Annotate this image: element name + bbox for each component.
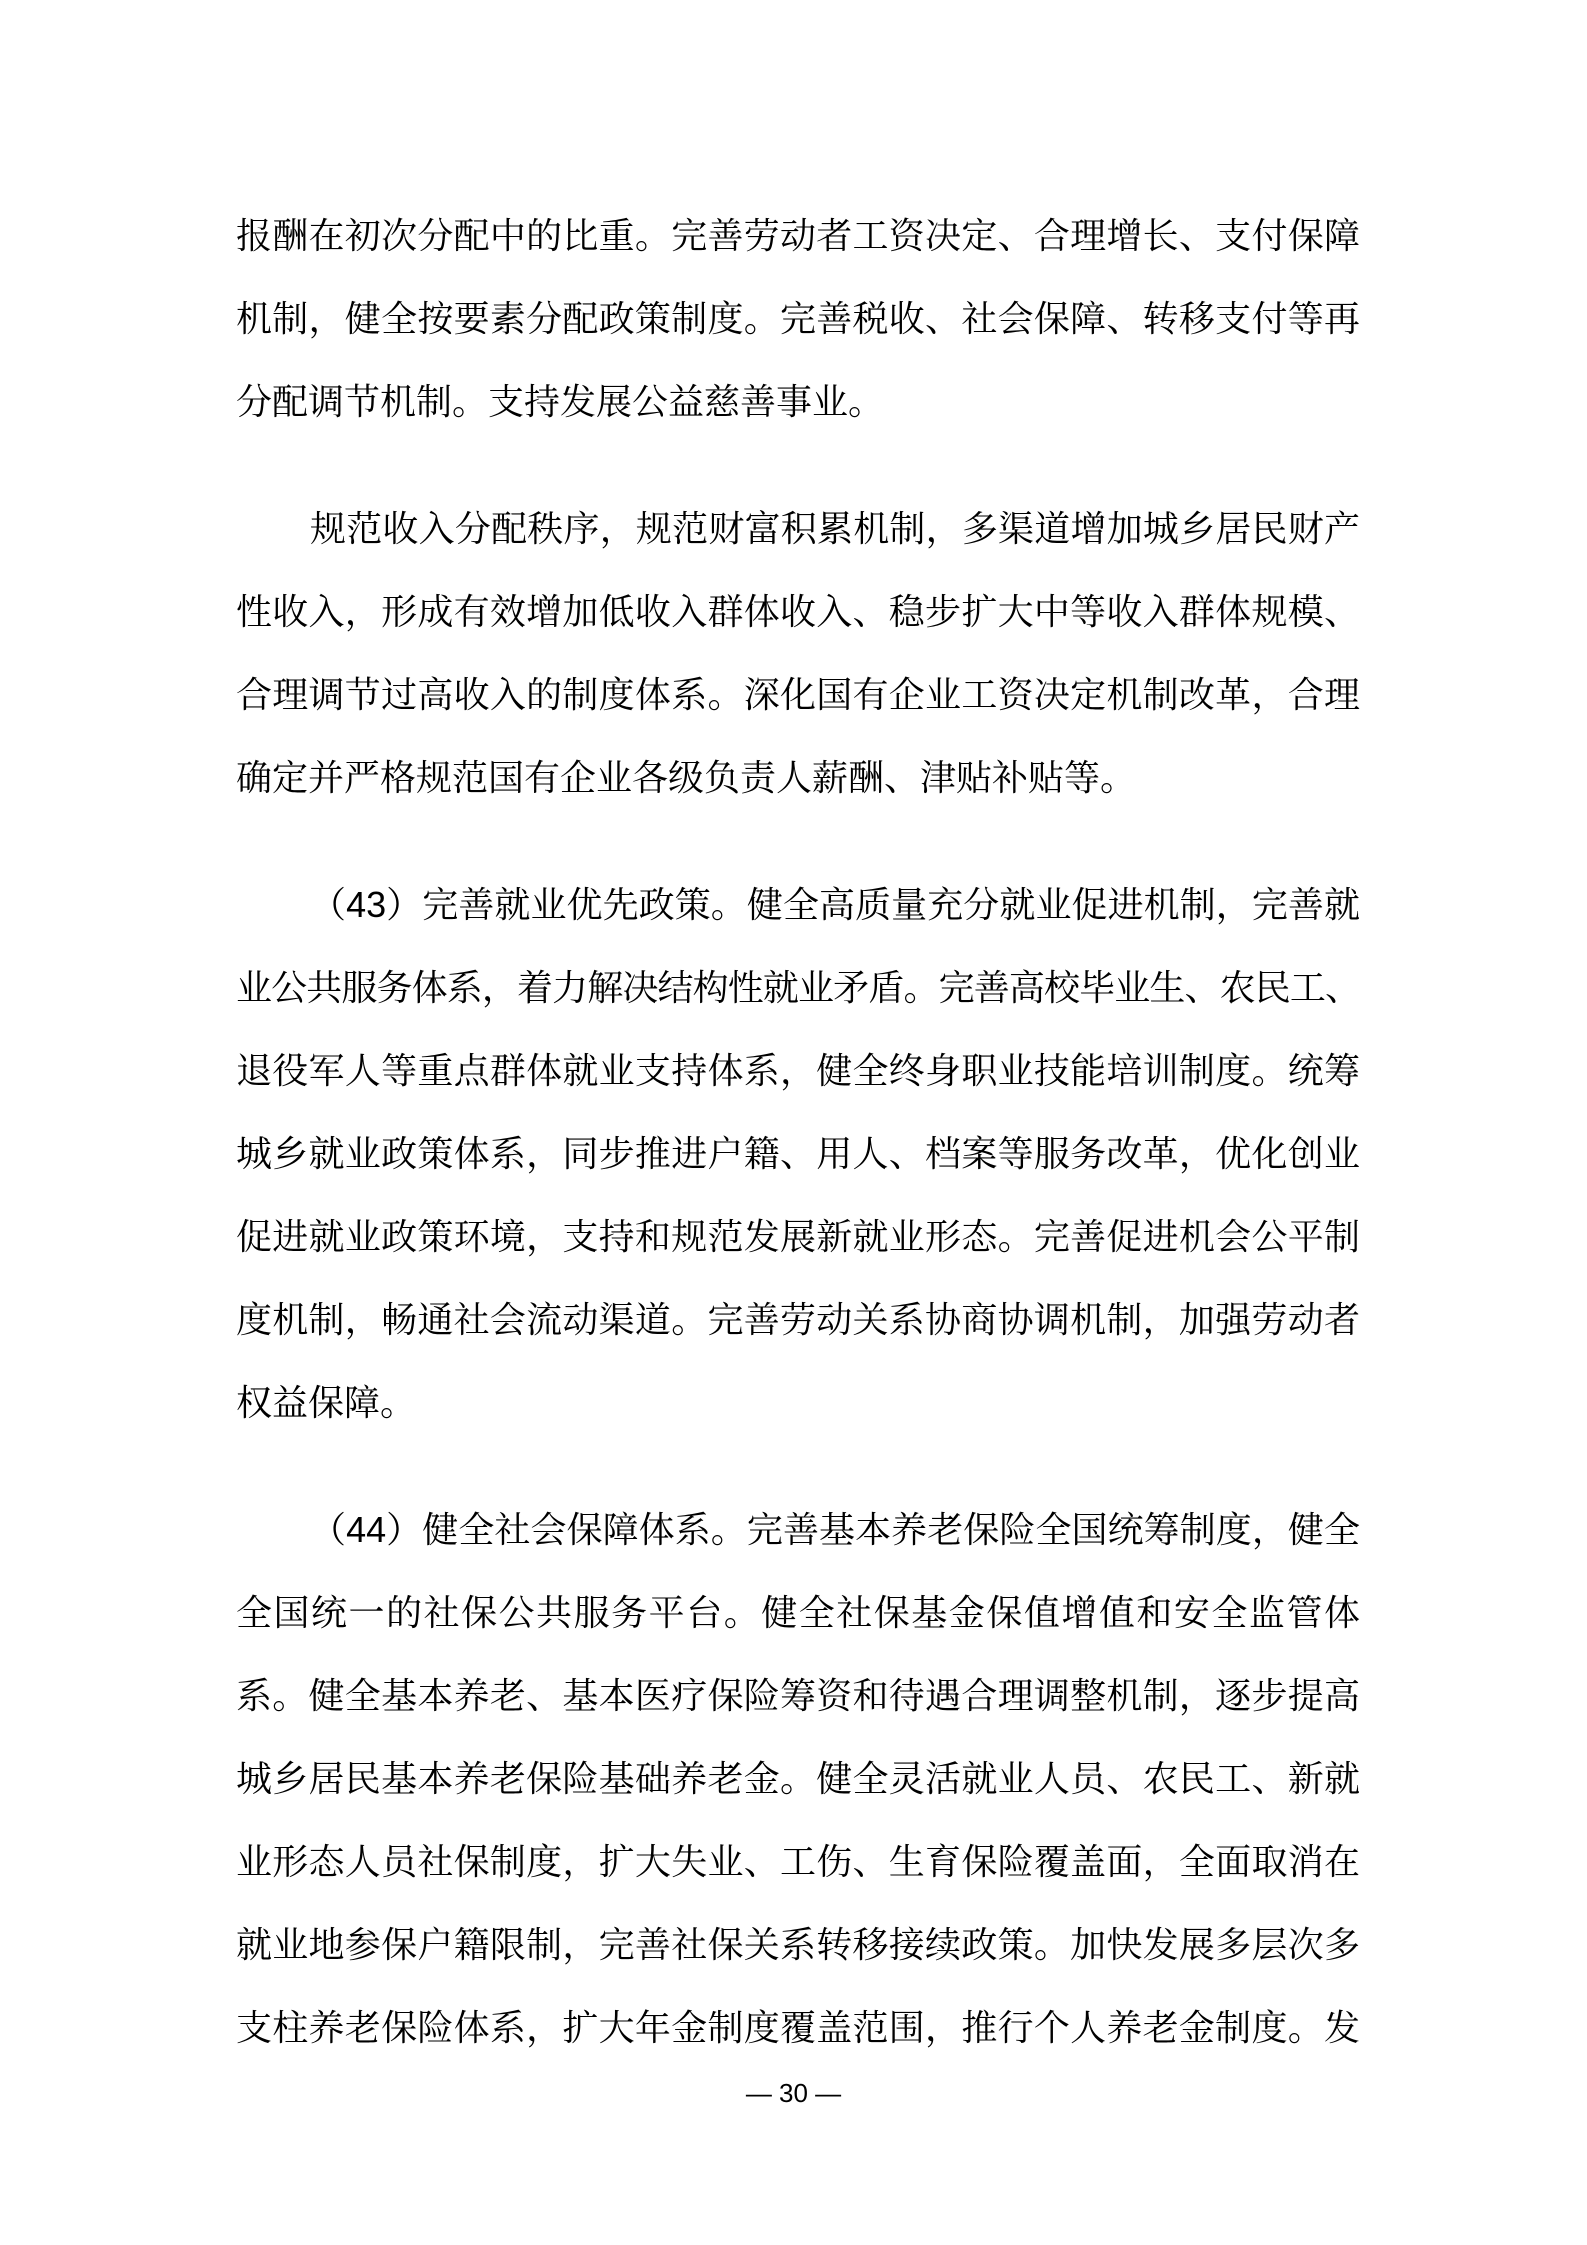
text-line: 确定并严格规范国有企业各级负责人薪酬、津贴补贴等。 [236, 757, 1137, 798]
text-line: 权益保障。 [236, 1382, 417, 1423]
text-line: 全国统一的社保公共服务平台。健全社保基金保值增值和安全监管体 [236, 1592, 1360, 1633]
text-line: 性收入，形成有效增加低收入群体收入、稳步扩大中等收入群体规模、 [236, 591, 1360, 632]
document-body [236, 194, 1360, 2069]
text-line: （44）健全社会保障体系。完善基本养老保险全国统筹制度，健全 [310, 1509, 1360, 1550]
paragraph [236, 863, 1360, 1444]
text-line: 城乡居民基本养老保险基础养老金。健全灵活就业人员、农民工、新就 [236, 1758, 1360, 1799]
page-number: — 30 — [745, 2078, 842, 2108]
paragraph [236, 194, 1360, 443]
text-line: （43）完善就业优先政策。健全高质量充分就业促进机制，完善就 [310, 884, 1360, 925]
text-line: 城乡就业政策体系，同步推进户籍、用人、档案等服务改革，优化创业 [236, 1133, 1360, 1174]
text-line: 报酬在初次分配中的比重。完善劳动者工资决定、合理增长、支付保障 [236, 215, 1360, 256]
text-line: 业形态人员社保制度，扩大失业、工伤、生育保险覆盖面，全面取消在 [236, 1841, 1360, 1882]
text-line: 机制，健全按要素分配政策制度。完善税收、社会保障、转移支付等再 [236, 298, 1360, 339]
text-line: 合理调节过高收入的制度体系。深化国有企业工资决定机制改革，合理 [236, 674, 1360, 715]
text-line: 系。健全基本养老、基本医疗保险筹资和待遇合理调整机制，逐步提高 [236, 1675, 1360, 1716]
paragraph [236, 1488, 1360, 2069]
text-line: 促进就业政策环境，支持和规范发展新就业形态。完善促进机会公平制 [236, 1216, 1360, 1257]
text-line: 业公共服务体系，着力解决结构性就业矛盾。完善高校毕业生、农民工、 [236, 967, 1360, 1008]
text-line: 支柱养老保险体系，扩大年金制度覆盖范围，推行个人养老金制度。发 [236, 2007, 1360, 2048]
text-line: 退役军人等重点群体就业支持体系，健全终身职业技能培训制度。统筹 [236, 1050, 1360, 1091]
text-line: 度机制，畅通社会流动渠道。完善劳动关系协商协调机制，加强劳动者 [236, 1299, 1360, 1340]
text-line: 就业地参保户籍限制，完善社保关系转移接续政策。加快发展多层次多 [236, 1924, 1360, 1965]
paragraph [236, 487, 1360, 819]
text-line: 规范收入分配秩序，规范财富积累机制，多渠道增加城乡居民财产 [310, 508, 1360, 549]
text-line: 分配调节机制。支持发展公益慈善事业。 [236, 381, 885, 422]
